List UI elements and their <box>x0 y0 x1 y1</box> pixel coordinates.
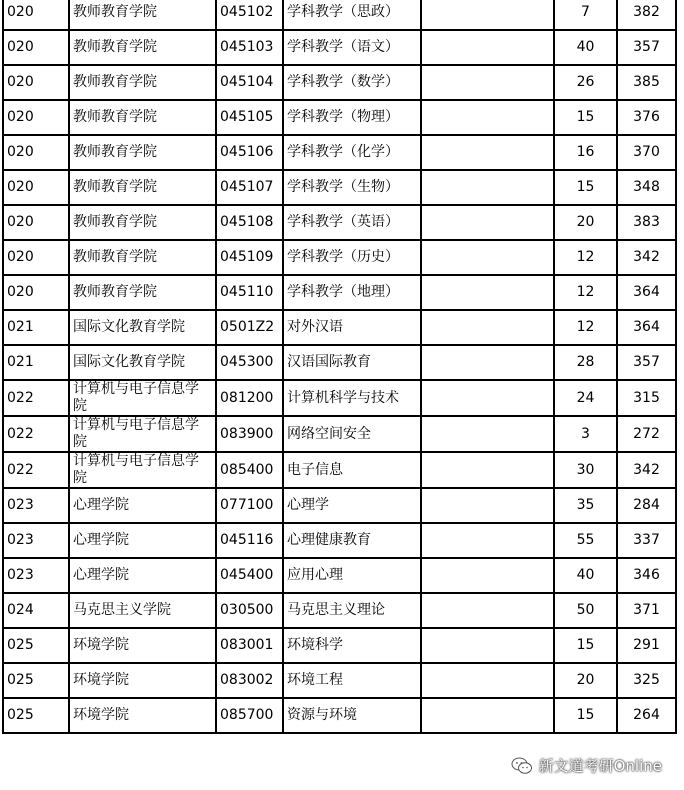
major-name-cell: 环境科学 <box>283 628 421 663</box>
table-row <box>3 240 676 275</box>
table-row <box>3 663 676 698</box>
table-row <box>3 100 676 135</box>
major-name-cell: 学科教学（思政） <box>283 0 421 30</box>
empty-cell <box>421 240 554 275</box>
college-code-cell: 025 <box>3 698 69 733</box>
watermark-text: 新文道考研Online <box>538 757 662 775</box>
empty-cell <box>421 205 554 240</box>
major-name-cell: 学科教学（物理） <box>283 100 421 135</box>
major-name-cell: 学科教学（化学） <box>283 135 421 170</box>
table-body <box>3 0 676 733</box>
college-name-cell: 国际文化教育学院 <box>69 310 216 345</box>
college-code-cell: 020 <box>3 65 69 100</box>
college-name-cell: 计算机与电子信息学院 <box>69 452 216 488</box>
major-name-cell: 电子信息 <box>283 452 421 488</box>
plan-count-cell: 15 <box>554 628 617 663</box>
major-name-cell: 网络空间安全 <box>283 416 421 452</box>
college-name-cell: 教师教育学院 <box>69 30 216 65</box>
wechat-icon <box>511 757 533 775</box>
score-cell: 325 <box>617 663 676 698</box>
score-cell: 264 <box>617 698 676 733</box>
major-code-cell: 045110 <box>216 275 283 310</box>
major-name-cell: 心理健康教育 <box>283 523 421 558</box>
empty-cell <box>421 416 554 452</box>
college-code-cell: 022 <box>3 416 69 452</box>
admission-table <box>2 0 677 734</box>
college-name-cell: 教师教育学院 <box>69 0 216 30</box>
college-code-cell: 020 <box>3 0 69 30</box>
major-code-cell: 030500 <box>216 593 283 628</box>
college-code-cell: 020 <box>3 205 69 240</box>
score-cell: 357 <box>617 345 676 380</box>
plan-count-cell: 15 <box>554 170 617 205</box>
college-code-cell: 023 <box>3 523 69 558</box>
plan-count-cell: 12 <box>554 240 617 275</box>
college-code-cell: 024 <box>3 593 69 628</box>
major-code-cell: 083900 <box>216 416 283 452</box>
college-name-cell: 心理学院 <box>69 523 216 558</box>
college-name-cell: 教师教育学院 <box>69 65 216 100</box>
college-code-cell: 023 <box>3 558 69 593</box>
college-code-cell: 020 <box>3 100 69 135</box>
college-name-cell: 国际文化教育学院 <box>69 345 216 380</box>
major-code-cell: 045103 <box>216 30 283 65</box>
college-name-cell: 心理学院 <box>69 558 216 593</box>
major-code-cell: 045300 <box>216 345 283 380</box>
table-row <box>3 488 676 523</box>
score-cell: 337 <box>617 523 676 558</box>
college-name-cell: 马克思主义学院 <box>69 593 216 628</box>
major-name-cell: 心理学 <box>283 488 421 523</box>
plan-count-cell: 15 <box>554 698 617 733</box>
major-code-cell: 045109 <box>216 240 283 275</box>
empty-cell <box>421 275 554 310</box>
watermark <box>511 755 662 776</box>
score-cell: 315 <box>617 380 676 416</box>
major-code-cell: 045400 <box>216 558 283 593</box>
table-row <box>3 558 676 593</box>
score-cell: 364 <box>617 310 676 345</box>
college-code-cell: 021 <box>3 310 69 345</box>
table-row <box>3 310 676 345</box>
empty-cell <box>421 698 554 733</box>
major-name-cell: 学科教学（生物） <box>283 170 421 205</box>
table-row <box>3 593 676 628</box>
college-name-cell: 教师教育学院 <box>69 205 216 240</box>
plan-count-cell: 12 <box>554 275 617 310</box>
college-name-cell: 计算机与电子信息学院 <box>69 380 216 416</box>
score-cell: 346 <box>617 558 676 593</box>
table-row <box>3 205 676 240</box>
score-cell: 371 <box>617 593 676 628</box>
college-name-cell: 教师教育学院 <box>69 240 216 275</box>
major-name-cell: 马克思主义理论 <box>283 593 421 628</box>
table-row <box>3 0 676 30</box>
college-name-cell: 教师教育学院 <box>69 135 216 170</box>
major-code-cell: 045104 <box>216 65 283 100</box>
college-code-cell: 022 <box>3 380 69 416</box>
major-code-cell: 085400 <box>216 452 283 488</box>
college-code-cell: 020 <box>3 240 69 275</box>
plan-count-cell: 50 <box>554 593 617 628</box>
plan-count-cell: 40 <box>554 558 617 593</box>
major-code-cell: 0501Z2 <box>216 310 283 345</box>
empty-cell <box>421 135 554 170</box>
score-cell: 370 <box>617 135 676 170</box>
college-code-cell: 020 <box>3 135 69 170</box>
score-cell: 342 <box>617 240 676 275</box>
major-code-cell: 045108 <box>216 205 283 240</box>
college-name-cell: 教师教育学院 <box>69 100 216 135</box>
major-name-cell: 学科教学（语文） <box>283 30 421 65</box>
table-row <box>3 170 676 205</box>
empty-cell <box>421 65 554 100</box>
major-name-cell: 资源与环境 <box>283 698 421 733</box>
major-code-cell: 083002 <box>216 663 283 698</box>
table-row <box>3 275 676 310</box>
table-row <box>3 452 676 488</box>
table-row <box>3 698 676 733</box>
major-code-cell: 045102 <box>216 0 283 30</box>
plan-count-cell: 16 <box>554 135 617 170</box>
score-cell: 284 <box>617 488 676 523</box>
empty-cell <box>421 523 554 558</box>
college-code-cell: 023 <box>3 488 69 523</box>
college-name-cell: 环境学院 <box>69 663 216 698</box>
college-code-cell: 025 <box>3 663 69 698</box>
major-name-cell: 对外汉语 <box>283 310 421 345</box>
plan-count-cell: 35 <box>554 488 617 523</box>
major-name-cell: 汉语国际教育 <box>283 345 421 380</box>
table-row <box>3 523 676 558</box>
college-name-cell: 教师教育学院 <box>69 275 216 310</box>
plan-count-cell: 20 <box>554 205 617 240</box>
major-name-cell: 学科教学（地理） <box>283 275 421 310</box>
table-row <box>3 380 676 416</box>
plan-count-cell: 55 <box>554 523 617 558</box>
score-cell: 385 <box>617 65 676 100</box>
college-name-cell: 计算机与电子信息学院 <box>69 416 216 452</box>
college-code-cell: 022 <box>3 452 69 488</box>
plan-count-cell: 24 <box>554 380 617 416</box>
major-code-cell: 083001 <box>216 628 283 663</box>
score-cell: 376 <box>617 100 676 135</box>
empty-cell <box>421 558 554 593</box>
score-cell: 382 <box>617 0 676 30</box>
empty-cell <box>421 100 554 135</box>
major-code-cell: 081200 <box>216 380 283 416</box>
major-name-cell: 学科教学（英语） <box>283 205 421 240</box>
plan-count-cell: 7 <box>554 0 617 30</box>
empty-cell <box>421 30 554 65</box>
empty-cell <box>421 170 554 205</box>
major-code-cell: 045106 <box>216 135 283 170</box>
college-code-cell: 020 <box>3 170 69 205</box>
college-name-cell: 心理学院 <box>69 488 216 523</box>
plan-count-cell: 40 <box>554 30 617 65</box>
empty-cell <box>421 452 554 488</box>
college-name-cell: 环境学院 <box>69 698 216 733</box>
plan-count-cell: 12 <box>554 310 617 345</box>
plan-count-cell: 30 <box>554 452 617 488</box>
table-row <box>3 65 676 100</box>
plan-count-cell: 15 <box>554 100 617 135</box>
table-row <box>3 135 676 170</box>
table-row <box>3 345 676 380</box>
empty-cell <box>421 663 554 698</box>
college-code-cell: 025 <box>3 628 69 663</box>
empty-cell <box>421 593 554 628</box>
plan-count-cell: 3 <box>554 416 617 452</box>
score-cell: 291 <box>617 628 676 663</box>
college-name-cell: 教师教育学院 <box>69 170 216 205</box>
score-cell: 342 <box>617 452 676 488</box>
major-code-cell: 045105 <box>216 100 283 135</box>
plan-count-cell: 20 <box>554 663 617 698</box>
major-name-cell: 环境工程 <box>283 663 421 698</box>
major-code-cell: 045116 <box>216 523 283 558</box>
table-row <box>3 628 676 663</box>
empty-cell <box>421 488 554 523</box>
table-row <box>3 30 676 65</box>
score-cell: 348 <box>617 170 676 205</box>
score-cell: 357 <box>617 30 676 65</box>
empty-cell <box>421 380 554 416</box>
table-row <box>3 416 676 452</box>
major-name-cell: 学科教学（数学） <box>283 65 421 100</box>
college-code-cell: 020 <box>3 275 69 310</box>
college-code-cell: 020 <box>3 30 69 65</box>
major-code-cell: 045107 <box>216 170 283 205</box>
score-cell: 272 <box>617 416 676 452</box>
major-name-cell: 计算机科学与技术 <box>283 380 421 416</box>
empty-cell <box>421 310 554 345</box>
college-code-cell: 021 <box>3 345 69 380</box>
score-cell: 364 <box>617 275 676 310</box>
major-name-cell: 学科教学（历史） <box>283 240 421 275</box>
major-name-cell: 应用心理 <box>283 558 421 593</box>
major-code-cell: 077100 <box>216 488 283 523</box>
plan-count-cell: 28 <box>554 345 617 380</box>
plan-count-cell: 26 <box>554 65 617 100</box>
empty-cell <box>421 345 554 380</box>
score-cell: 383 <box>617 205 676 240</box>
college-name-cell: 环境学院 <box>69 628 216 663</box>
empty-cell <box>421 628 554 663</box>
major-code-cell: 085700 <box>216 698 283 733</box>
empty-cell <box>421 0 554 30</box>
